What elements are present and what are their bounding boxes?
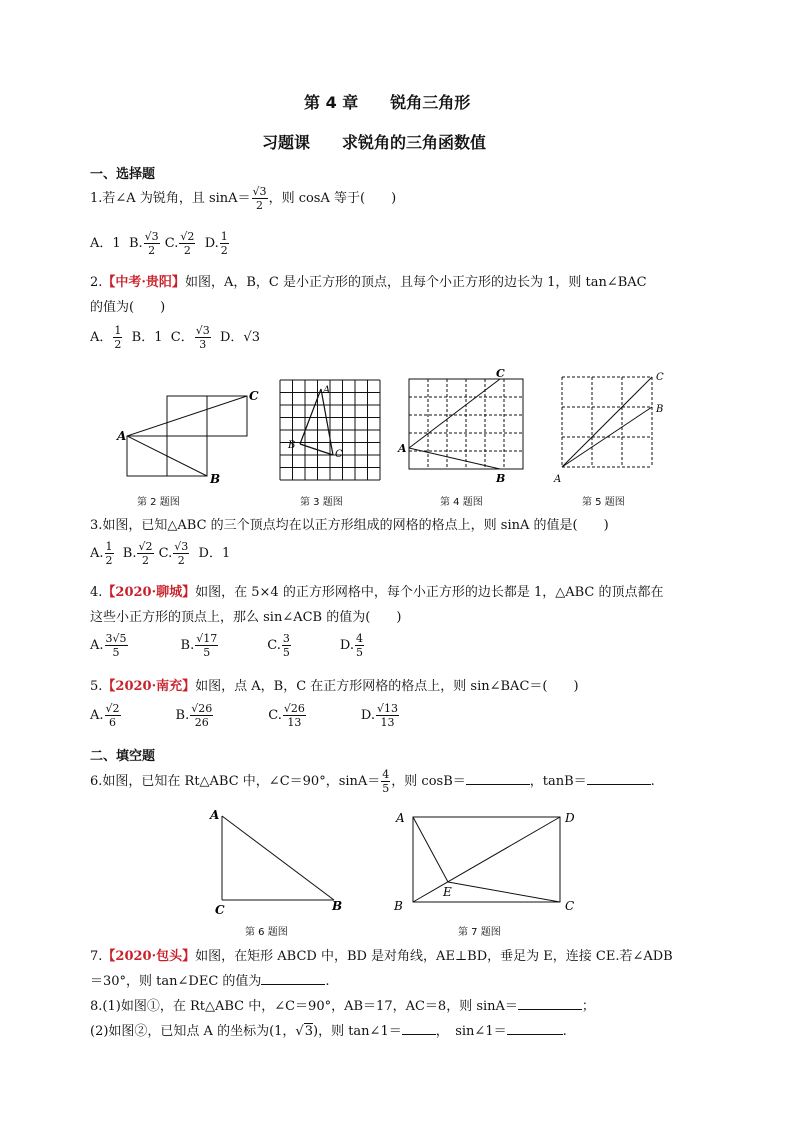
question-5-options: A. $\frac{√2}{6}$ B. $\frac{√26}{26}$ C. $\frac{√26}{13}$ D. $\frac{√13}{13}$ xyxy=(90,702,398,729)
question-4: 4.【2020·聊城】如图，在 5×4 的正方形网格中，每个小正方形的边长都是 1，△ABC 的顶点都在 xyxy=(90,585,664,600)
question-5: 5.【2020·南充】如图，点 A，B，C 在正方形网格的格点上，则 sin∠BAC＝( ) xyxy=(90,679,579,694)
answer-blank[interactable] xyxy=(402,1021,436,1035)
question-1: 1.若∠A 为锐角，且 sinA＝ $\frac{√3}{2}$ ，则 cosA 等于( ) xyxy=(90,185,397,212)
chapter-title: 第 4 章 锐角三角形 xyxy=(304,93,471,112)
source-tag: 【2020·聊城】 xyxy=(102,585,196,600)
question-4-line2: 这些小正方形的顶点上，那么 sin∠ACB 的值为( ) xyxy=(90,610,402,625)
question-6: 6.如图，已知在 Rt△ABC 中，∠C＝90°，sinA＝ $\frac{4}{5}$ ，则 cosB＝ ，tanB＝ . xyxy=(90,768,655,795)
question-7: 7.【2020·包头】如图，在矩形 ABCD 中，BD 是对角线，AE⊥BD，垂足为 E，连接 CE.若∠ADB xyxy=(90,949,673,964)
label-c: C xyxy=(215,903,225,917)
source-tag: 【2020·南充】 xyxy=(102,679,196,694)
figure-3 xyxy=(276,376,384,484)
label-c: C xyxy=(335,449,343,460)
figure-6-caption: 第 6 题图 xyxy=(245,927,288,938)
question-8-part1: 8.(1)如图①，在 Rt△ABC 中，∠C＝90°，AB＝17，AC＝8，则 sinA＝ ； xyxy=(90,995,595,1014)
label-e: E xyxy=(443,885,452,899)
figure-5-caption: 第 5 题图 xyxy=(582,497,625,508)
label-b: B xyxy=(656,404,664,415)
figure-4-caption: 第 4 题图 xyxy=(440,497,483,508)
answer-blank[interactable] xyxy=(518,996,582,1010)
label-b: B xyxy=(288,440,296,451)
label-a: A xyxy=(117,429,127,443)
answer-blank[interactable] xyxy=(507,1021,563,1035)
question-7-line2: ＝30°，则 tan∠DEC 的值为 . xyxy=(90,970,330,989)
source-tag: 【中考·贵阳】 xyxy=(102,275,185,290)
answer-blank[interactable] xyxy=(466,771,530,785)
answer-blank[interactable] xyxy=(587,771,651,785)
figure-2-caption: 第 2 题图 xyxy=(137,497,180,508)
label-d: D xyxy=(565,811,575,825)
figure-7-caption: 第 7 题图 xyxy=(458,927,501,938)
answer-blank[interactable] xyxy=(261,971,325,985)
lesson-title: 习题课 求锐角的三角函数值 xyxy=(262,133,487,152)
label-a: A xyxy=(398,442,407,455)
label-a: A xyxy=(323,385,331,396)
figure-3-caption: 第 3 题图 xyxy=(300,497,343,508)
question-1-options: A．1 B. $\frac{√3}{2}$ C. $\frac{√2}{2}$ D. $\frac{1}{2}$ xyxy=(90,230,228,257)
figure-4 xyxy=(396,368,532,488)
figure-5 xyxy=(548,368,672,488)
section-heading-choice: 一、选择题 xyxy=(90,167,156,182)
figure-7 xyxy=(388,804,588,916)
figure-2 xyxy=(112,382,270,484)
question-2: 2.【中考·贵阳】如图，A，B，C 是小正方形的顶点，且每个小正方形的边长为 1，则 tan∠BAC xyxy=(90,275,647,290)
label-b: B xyxy=(332,899,343,913)
label-a: A xyxy=(554,474,562,485)
question-3-options: A. $\frac{1}{2}$ B. $\frac{√2}{2}$ C. $\frac{√3}{2}$ D．1 xyxy=(90,540,231,567)
label-b: B xyxy=(210,472,221,484)
fraction: $\frac{√3}{2}$ xyxy=(252,185,267,212)
question-2-options: A． $\frac{1}{2}$ B．1 C． $\frac{√3}{3}$ D．√3 xyxy=(90,324,260,351)
label-c: C xyxy=(249,389,259,403)
label-c: C xyxy=(565,899,575,913)
question-3: 3.如图，已知△ABC 的三个顶点均在以正方形组成的网格的格点上，则 sinA 的值是( ) xyxy=(90,518,609,533)
question-2-line2: 的值为( ) xyxy=(90,300,166,315)
section-heading-fill: 二、填空题 xyxy=(90,749,156,764)
label-a: A xyxy=(210,808,220,822)
label-c: C xyxy=(656,372,664,383)
label-b: B xyxy=(496,472,506,485)
question-4-options: A. $\frac{3√5}{5}$ B. $\frac{√17}{5}$ C. $\frac{3}{5}$ D. $\frac{4}{5}$ xyxy=(90,632,363,659)
figure-6 xyxy=(205,804,355,919)
label-b: B xyxy=(394,899,403,913)
label-c: C xyxy=(496,368,505,380)
source-tag: 【2020·包头】 xyxy=(102,949,196,964)
question-8-part2: (2)如图②，已知点 A 的坐标为(1，√3)，则 tan∠1＝ ， sin∠1＝ . xyxy=(90,1020,567,1039)
label-a: A xyxy=(396,811,405,825)
